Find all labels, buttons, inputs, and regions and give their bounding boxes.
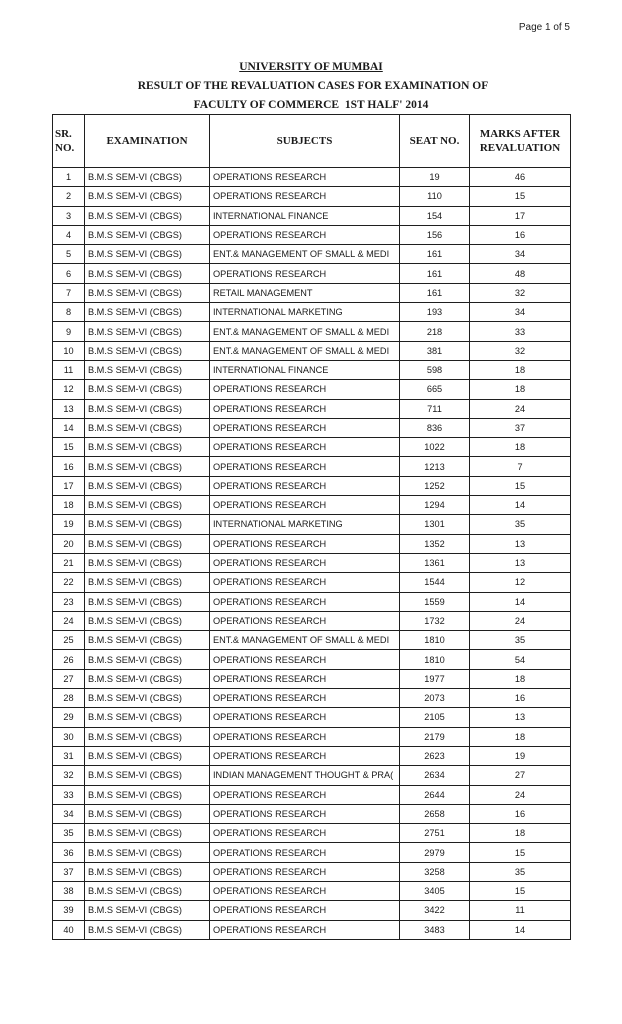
cell-seat-no: 156	[400, 225, 470, 244]
cell-seat-no: 161	[400, 264, 470, 283]
cell-examination: B.M.S SEM-VI (CBGS)	[85, 843, 210, 862]
cell-sr-no: 31	[53, 746, 85, 765]
cell-marks: 18	[470, 824, 571, 843]
table-header-row	[53, 115, 571, 168]
cell-sr-no: 30	[53, 727, 85, 746]
cell-examination: B.M.S SEM-VI (CBGS)	[85, 438, 210, 457]
cell-subject: OPERATIONS RESEARCH	[210, 746, 400, 765]
table-row	[53, 669, 571, 688]
cell-examination: B.M.S SEM-VI (CBGS)	[85, 399, 210, 418]
cell-seat-no: 2751	[400, 824, 470, 843]
table-row	[53, 920, 571, 939]
cell-sr-no: 24	[53, 611, 85, 630]
cell-sr-no: 19	[53, 515, 85, 534]
cell-subject: ENT.& MANAGEMENT OF SMALL & MEDI	[210, 341, 400, 360]
cell-examination: B.M.S SEM-VI (CBGS)	[85, 708, 210, 727]
table-row	[53, 592, 571, 611]
cell-seat-no: 2073	[400, 689, 470, 708]
cell-marks: 32	[470, 283, 571, 302]
cell-seat-no: 19	[400, 168, 470, 187]
cell-seat-no: 2979	[400, 843, 470, 862]
cell-seat-no: 2634	[400, 766, 470, 785]
cell-marks: 18	[470, 669, 571, 688]
cell-marks: 15	[470, 843, 571, 862]
cell-seat-no: 836	[400, 418, 470, 437]
cell-marks: 15	[470, 881, 571, 900]
cell-subject: OPERATIONS RESEARCH	[210, 592, 400, 611]
cell-examination: B.M.S SEM-VI (CBGS)	[85, 862, 210, 881]
cell-sr-no: 1	[53, 168, 85, 187]
table-row	[53, 399, 571, 418]
table-row	[53, 708, 571, 727]
cell-sr-no: 39	[53, 901, 85, 920]
cell-sr-no: 20	[53, 534, 85, 553]
cell-marks: 19	[470, 746, 571, 765]
cell-examination: B.M.S SEM-VI (CBGS)	[85, 592, 210, 611]
cell-marks: 32	[470, 341, 571, 360]
table-row	[53, 418, 571, 437]
cell-subject: OPERATIONS RESEARCH	[210, 669, 400, 688]
table-row	[53, 689, 571, 708]
cell-examination: B.M.S SEM-VI (CBGS)	[85, 418, 210, 437]
table-row	[53, 534, 571, 553]
cell-examination: B.M.S SEM-VI (CBGS)	[85, 264, 210, 283]
cell-marks: 34	[470, 303, 571, 322]
table-row	[53, 611, 571, 630]
header-marks-after-revaluation	[470, 115, 571, 168]
cell-examination: B.M.S SEM-VI (CBGS)	[85, 669, 210, 688]
cell-seat-no: 110	[400, 187, 470, 206]
cell-sr-no: 17	[53, 476, 85, 495]
cell-seat-no: 161	[400, 245, 470, 264]
cell-subject: OPERATIONS RESEARCH	[210, 573, 400, 592]
cell-seat-no: 1732	[400, 611, 470, 630]
cell-subject: OPERATIONS RESEARCH	[210, 534, 400, 553]
cell-marks: 33	[470, 322, 571, 341]
cell-subject: OPERATIONS RESEARCH	[210, 399, 400, 418]
cell-marks: 13	[470, 553, 571, 572]
cell-sr-no: 35	[53, 824, 85, 843]
cell-seat-no: 598	[400, 360, 470, 379]
cell-sr-no: 8	[53, 303, 85, 322]
table-row	[53, 264, 571, 283]
cell-subject: INTERNATIONAL FINANCE	[210, 360, 400, 379]
table-row	[53, 496, 571, 515]
table-row	[53, 843, 571, 862]
faculty-title: FACULTY OF COMMERCE 1ST HALF' 2014	[193, 99, 429, 111]
cell-examination: B.M.S SEM-VI (CBGS)	[85, 804, 210, 823]
cell-seat-no: 1810	[400, 650, 470, 669]
cell-sr-no: 33	[53, 785, 85, 804]
cell-seat-no: 1977	[400, 669, 470, 688]
table-row	[53, 476, 571, 495]
cell-seat-no: 3483	[400, 920, 470, 939]
table-row	[53, 553, 571, 572]
cell-subject: OPERATIONS RESEARCH	[210, 187, 400, 206]
table-row	[53, 283, 571, 302]
cell-examination: B.M.S SEM-VI (CBGS)	[85, 901, 210, 920]
cell-sr-no: 23	[53, 592, 85, 611]
cell-sr-no: 26	[53, 650, 85, 669]
cell-seat-no: 1022	[400, 438, 470, 457]
cell-seat-no: 154	[400, 206, 470, 225]
header-examination: EXAMINATION	[85, 115, 210, 168]
cell-subject: OPERATIONS RESEARCH	[210, 901, 400, 920]
cell-seat-no: 1352	[400, 534, 470, 553]
table-row	[53, 515, 571, 534]
table-row	[53, 225, 571, 244]
cell-subject: OPERATIONS RESEARCH	[210, 553, 400, 572]
table-row	[53, 824, 571, 843]
table-row	[53, 650, 571, 669]
cell-subject: OPERATIONS RESEARCH	[210, 785, 400, 804]
header-sr-no	[53, 115, 85, 168]
cell-seat-no: 665	[400, 380, 470, 399]
cell-sr-no: 18	[53, 496, 85, 515]
cell-subject: OPERATIONS RESEARCH	[210, 418, 400, 437]
cell-subject: OPERATIONS RESEARCH	[210, 920, 400, 939]
cell-marks: 37	[470, 418, 571, 437]
cell-seat-no: 711	[400, 399, 470, 418]
cell-examination: B.M.S SEM-VI (CBGS)	[85, 746, 210, 765]
cell-marks: 14	[470, 496, 571, 515]
cell-subject: INTERNATIONAL MARKETING	[210, 515, 400, 534]
table-row	[53, 881, 571, 900]
cell-examination: B.M.S SEM-VI (CBGS)	[85, 341, 210, 360]
document-header	[0, 58, 622, 115]
cell-subject: OPERATIONS RESEARCH	[210, 708, 400, 727]
cell-subject: OPERATIONS RESEARCH	[210, 824, 400, 843]
table-row	[53, 245, 571, 264]
cell-subject: OPERATIONS RESEARCH	[210, 843, 400, 862]
cell-examination: B.M.S SEM-VI (CBGS)	[85, 920, 210, 939]
table-row	[53, 380, 571, 399]
cell-seat-no: 381	[400, 341, 470, 360]
cell-marks: 17	[470, 206, 571, 225]
table-row	[53, 901, 571, 920]
cell-seat-no: 1301	[400, 515, 470, 534]
cell-sr-no: 29	[53, 708, 85, 727]
cell-seat-no: 1810	[400, 631, 470, 650]
cell-examination: B.M.S SEM-VI (CBGS)	[85, 573, 210, 592]
university-title: UNIVERSITY OF MUMBAI	[239, 61, 383, 73]
table-row	[53, 785, 571, 804]
cell-examination: B.M.S SEM-VI (CBGS)	[85, 206, 210, 225]
cell-marks: 18	[470, 360, 571, 379]
cell-examination: B.M.S SEM-VI (CBGS)	[85, 534, 210, 553]
table-row	[53, 322, 571, 341]
cell-sr-no: 28	[53, 689, 85, 708]
cell-seat-no: 218	[400, 322, 470, 341]
cell-subject: ENT.& MANAGEMENT OF SMALL & MEDI	[210, 245, 400, 264]
cell-marks: 11	[470, 901, 571, 920]
cell-examination: B.M.S SEM-VI (CBGS)	[85, 766, 210, 785]
cell-subject: OPERATIONS RESEARCH	[210, 496, 400, 515]
cell-sr-no: 40	[53, 920, 85, 939]
header-marks-line1: MARKS AFTER	[479, 128, 561, 140]
cell-sr-no: 12	[53, 380, 85, 399]
cell-subject: INTERNATIONAL MARKETING	[210, 303, 400, 322]
cell-marks: 7	[470, 457, 571, 476]
cell-seat-no: 2179	[400, 727, 470, 746]
cell-marks: 12	[470, 573, 571, 592]
cell-sr-no: 3	[53, 206, 85, 225]
cell-subject: OPERATIONS RESEARCH	[210, 804, 400, 823]
cell-sr-no: 13	[53, 399, 85, 418]
cell-examination: B.M.S SEM-VI (CBGS)	[85, 496, 210, 515]
table-row	[53, 360, 571, 379]
cell-marks: 35	[470, 631, 571, 650]
cell-marks: 27	[470, 766, 571, 785]
table-row	[53, 573, 571, 592]
cell-subject: OPERATIONS RESEARCH	[210, 380, 400, 399]
header-sr-line1: SR.	[55, 128, 72, 140]
cell-examination: B.M.S SEM-VI (CBGS)	[85, 225, 210, 244]
cell-subject: OPERATIONS RESEARCH	[210, 881, 400, 900]
cell-marks: 46	[470, 168, 571, 187]
cell-examination: B.M.S SEM-VI (CBGS)	[85, 785, 210, 804]
table-row	[53, 862, 571, 881]
cell-sr-no: 5	[53, 245, 85, 264]
cell-sr-no: 9	[53, 322, 85, 341]
table-row	[53, 206, 571, 225]
cell-sr-no: 10	[53, 341, 85, 360]
cell-seat-no: 1544	[400, 573, 470, 592]
cell-marks: 34	[470, 245, 571, 264]
cell-subject: OPERATIONS RESEARCH	[210, 457, 400, 476]
cell-seat-no: 1559	[400, 592, 470, 611]
cell-sr-no: 32	[53, 766, 85, 785]
cell-subject: OPERATIONS RESEARCH	[210, 168, 400, 187]
cell-marks: 35	[470, 515, 571, 534]
cell-sr-no: 25	[53, 631, 85, 650]
cell-sr-no: 37	[53, 862, 85, 881]
cell-seat-no: 1252	[400, 476, 470, 495]
cell-marks: 16	[470, 225, 571, 244]
cell-examination: B.M.S SEM-VI (CBGS)	[85, 689, 210, 708]
table-row	[53, 746, 571, 765]
cell-sr-no: 16	[53, 457, 85, 476]
cell-marks: 18	[470, 380, 571, 399]
cell-marks: 15	[470, 476, 571, 495]
cell-sr-no: 14	[53, 418, 85, 437]
cell-examination: B.M.S SEM-VI (CBGS)	[85, 881, 210, 900]
cell-sr-no: 34	[53, 804, 85, 823]
cell-subject: OPERATIONS RESEARCH	[210, 862, 400, 881]
cell-marks: 48	[470, 264, 571, 283]
cell-examination: B.M.S SEM-VI (CBGS)	[85, 553, 210, 572]
table-row	[53, 727, 571, 746]
cell-marks: 54	[470, 650, 571, 669]
cell-subject: INDIAN MANAGEMENT THOUGHT & PRA(	[210, 766, 400, 785]
header-sr-line2: NO.	[55, 142, 75, 154]
cell-marks: 18	[470, 438, 571, 457]
cell-examination: B.M.S SEM-VI (CBGS)	[85, 515, 210, 534]
cell-subject: OPERATIONS RESEARCH	[210, 650, 400, 669]
cell-seat-no: 3258	[400, 862, 470, 881]
table-row	[53, 187, 571, 206]
cell-subject: OPERATIONS RESEARCH	[210, 438, 400, 457]
cell-examination: B.M.S SEM-VI (CBGS)	[85, 631, 210, 650]
cell-seat-no: 1213	[400, 457, 470, 476]
cell-seat-no: 161	[400, 283, 470, 302]
cell-marks: 16	[470, 804, 571, 823]
cell-seat-no: 1361	[400, 553, 470, 572]
cell-marks: 14	[470, 592, 571, 611]
cell-subject: OPERATIONS RESEARCH	[210, 264, 400, 283]
cell-examination: B.M.S SEM-VI (CBGS)	[85, 303, 210, 322]
cell-marks: 24	[470, 399, 571, 418]
cell-sr-no: 15	[53, 438, 85, 457]
cell-examination: B.M.S SEM-VI (CBGS)	[85, 168, 210, 187]
table-row	[53, 341, 571, 360]
table-row	[53, 631, 571, 650]
table-row	[53, 168, 571, 187]
table-row	[53, 303, 571, 322]
cell-subject: OPERATIONS RESEARCH	[210, 727, 400, 746]
revaluation-results-table	[52, 114, 571, 940]
table-row	[53, 457, 571, 476]
cell-seat-no: 1294	[400, 496, 470, 515]
cell-examination: B.M.S SEM-VI (CBGS)	[85, 380, 210, 399]
cell-sr-no: 36	[53, 843, 85, 862]
cell-examination: B.M.S SEM-VI (CBGS)	[85, 824, 210, 843]
cell-marks: 13	[470, 708, 571, 727]
cell-seat-no: 193	[400, 303, 470, 322]
cell-sr-no: 6	[53, 264, 85, 283]
cell-marks: 24	[470, 785, 571, 804]
cell-subject: INTERNATIONAL FINANCE	[210, 206, 400, 225]
table-row	[53, 804, 571, 823]
cell-subject: OPERATIONS RESEARCH	[210, 476, 400, 495]
cell-seat-no: 2658	[400, 804, 470, 823]
cell-marks: 15	[470, 187, 571, 206]
cell-examination: B.M.S SEM-VI (CBGS)	[85, 727, 210, 746]
cell-sr-no: 4	[53, 225, 85, 244]
cell-sr-no: 21	[53, 553, 85, 572]
cell-sr-no: 11	[53, 360, 85, 379]
header-seat-no: SEAT NO.	[400, 115, 470, 168]
cell-examination: B.M.S SEM-VI (CBGS)	[85, 360, 210, 379]
cell-subject: OPERATIONS RESEARCH	[210, 689, 400, 708]
page-indicator: Page 1 of 5	[518, 22, 570, 33]
cell-examination: B.M.S SEM-VI (CBGS)	[85, 650, 210, 669]
cell-marks: 13	[470, 534, 571, 553]
cell-examination: B.M.S SEM-VI (CBGS)	[85, 187, 210, 206]
cell-marks: 18	[470, 727, 571, 746]
cell-examination: B.M.S SEM-VI (CBGS)	[85, 476, 210, 495]
cell-subject: ENT.& MANAGEMENT OF SMALL & MEDI	[210, 322, 400, 341]
cell-subject: RETAIL MANAGEMENT	[210, 283, 400, 302]
cell-examination: B.M.S SEM-VI (CBGS)	[85, 322, 210, 341]
table-row	[53, 766, 571, 785]
cell-marks: 35	[470, 862, 571, 881]
cell-subject: OPERATIONS RESEARCH	[210, 225, 400, 244]
cell-marks: 24	[470, 611, 571, 630]
cell-marks: 16	[470, 689, 571, 708]
cell-seat-no: 3405	[400, 881, 470, 900]
cell-sr-no: 2	[53, 187, 85, 206]
cell-subject: ENT.& MANAGEMENT OF SMALL & MEDI	[210, 631, 400, 650]
cell-seat-no: 3422	[400, 901, 470, 920]
cell-seat-no: 2105	[400, 708, 470, 727]
cell-marks: 14	[470, 920, 571, 939]
cell-examination: B.M.S SEM-VI (CBGS)	[85, 611, 210, 630]
cell-examination: B.M.S SEM-VI (CBGS)	[85, 245, 210, 264]
header-subjects: SUBJECTS	[210, 115, 400, 168]
cell-seat-no: 2644	[400, 785, 470, 804]
cell-seat-no: 2623	[400, 746, 470, 765]
cell-examination: B.M.S SEM-VI (CBGS)	[85, 457, 210, 476]
cell-sr-no: 38	[53, 881, 85, 900]
cell-subject: OPERATIONS RESEARCH	[210, 611, 400, 630]
table-row	[53, 438, 571, 457]
cell-sr-no: 22	[53, 573, 85, 592]
cell-examination: B.M.S SEM-VI (CBGS)	[85, 283, 210, 302]
cell-sr-no: 7	[53, 283, 85, 302]
cell-sr-no: 27	[53, 669, 85, 688]
header-marks-line2: REVALUATION	[479, 142, 561, 154]
result-title: RESULT OF THE REVALUATION CASES FOR EXAMINATION OF	[137, 80, 489, 92]
